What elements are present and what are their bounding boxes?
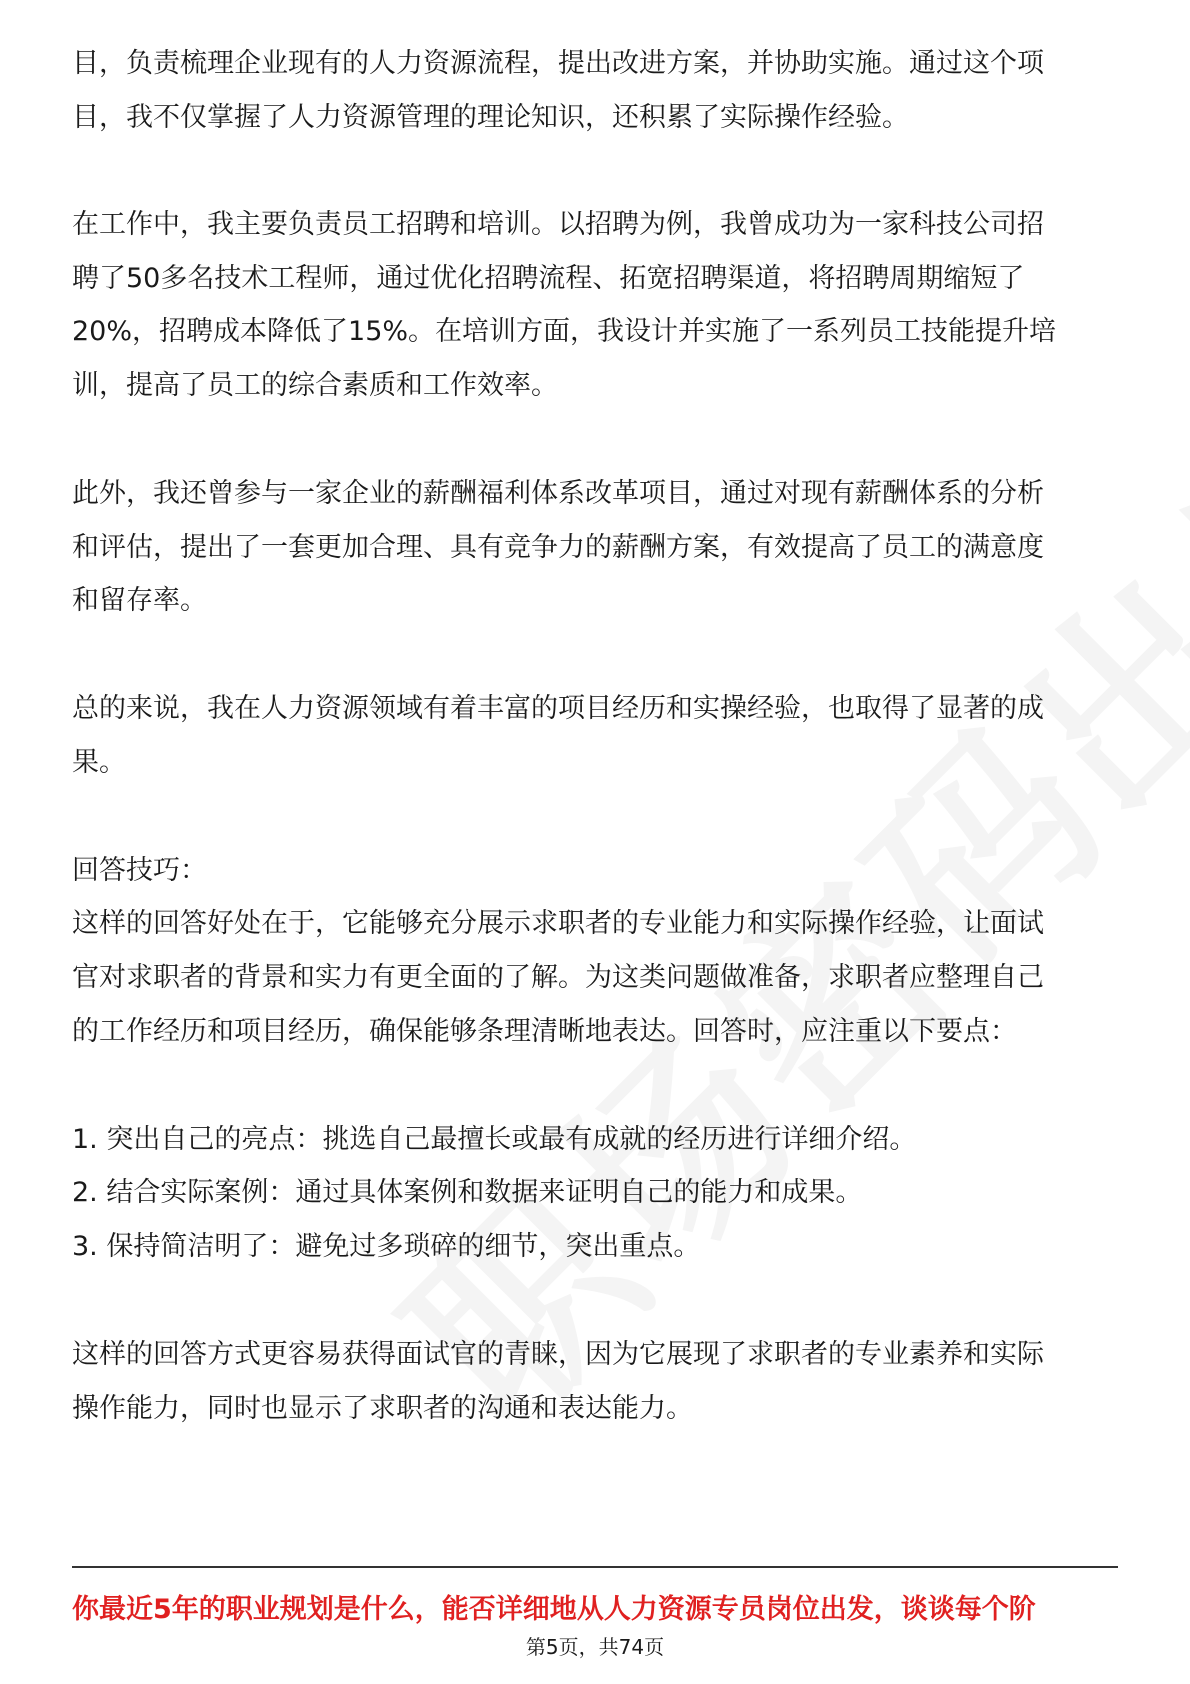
- text-line: 这样的回答方式更容易获得面试官的青睐，因为它展现了求职者的专业素养和实际: [72, 1339, 1044, 1370]
- list-item: 3. 保持简洁明了：避免过多琐碎的细节，突出重点。: [72, 1231, 701, 1262]
- list-item: 1. 突出自己的亮点：挑选自己最擅长或最有成就的经历进行详细介绍。: [72, 1124, 917, 1155]
- text-line: 果。: [72, 747, 126, 778]
- page-number: 第5页，共74页: [525, 1635, 665, 1659]
- text-line: 训，提高了员工的综合素质和工作效率。: [72, 370, 558, 401]
- text-line: 目，我不仅掌握了人力资源管理的理论知识，还积累了实际操作经验。: [72, 102, 909, 133]
- text-line: 此外，我还曾参与一家企业的薪酬福利体系改革项目，通过对现有薪酬体系的分析: [72, 478, 1044, 509]
- text-line: 和留存率。: [72, 585, 207, 616]
- text-line: 20%，招聘成本降低了15%。在培训方面，我设计并实施了一系列员工技能提升培: [72, 316, 1057, 347]
- text-line: 这样的回答好处在于，它能够充分展示求职者的专业能力和实际操作经验，让面试: [72, 908, 1044, 939]
- text-line: 官对求职者的背景和实力有更全面的了解。为这类问题做准备，求职者应整理自己: [72, 962, 1044, 993]
- text-line: 在工作中，我主要负责员工招聘和培训。以招聘为例，我曾成功为一家科技公司招: [72, 209, 1044, 240]
- section-heading: 回答技巧：: [72, 855, 207, 886]
- footer-divider: [72, 1566, 1118, 1568]
- text-line: 操作能力，同时也显示了求职者的沟通和表达能力。: [72, 1393, 693, 1424]
- list-item: 2. 结合实际案例：通过具体案例和数据来证明自己的能力和成果。: [72, 1177, 863, 1208]
- text-line: 目，负责梳理企业现有的人力资源流程，提出改进方案，并协助实施。通过这个项: [72, 48, 1044, 79]
- text-line: 总的来说，我在人力资源领域有着丰富的项目经历和实操经验，也取得了显著的成: [72, 693, 1044, 724]
- text-line: 聘了50多名技术工程师，通过优化招聘流程、拓宽招聘渠道，将招聘周期缩短了: [72, 263, 1025, 294]
- text-line: 和评估，提出了一套更加合理、具有竞争力的薪酬方案，有效提高了员工的满意度: [72, 532, 1044, 563]
- next-question-heading: 你最近5年的职业规划是什么，能否详细地从人力资源专员岗位出发，谈谈每个阶: [72, 1594, 1036, 1625]
- text-line: 的工作经历和项目经历，确保能够条理清晰地表达。回答时，应注重以下要点：: [72, 1016, 1017, 1047]
